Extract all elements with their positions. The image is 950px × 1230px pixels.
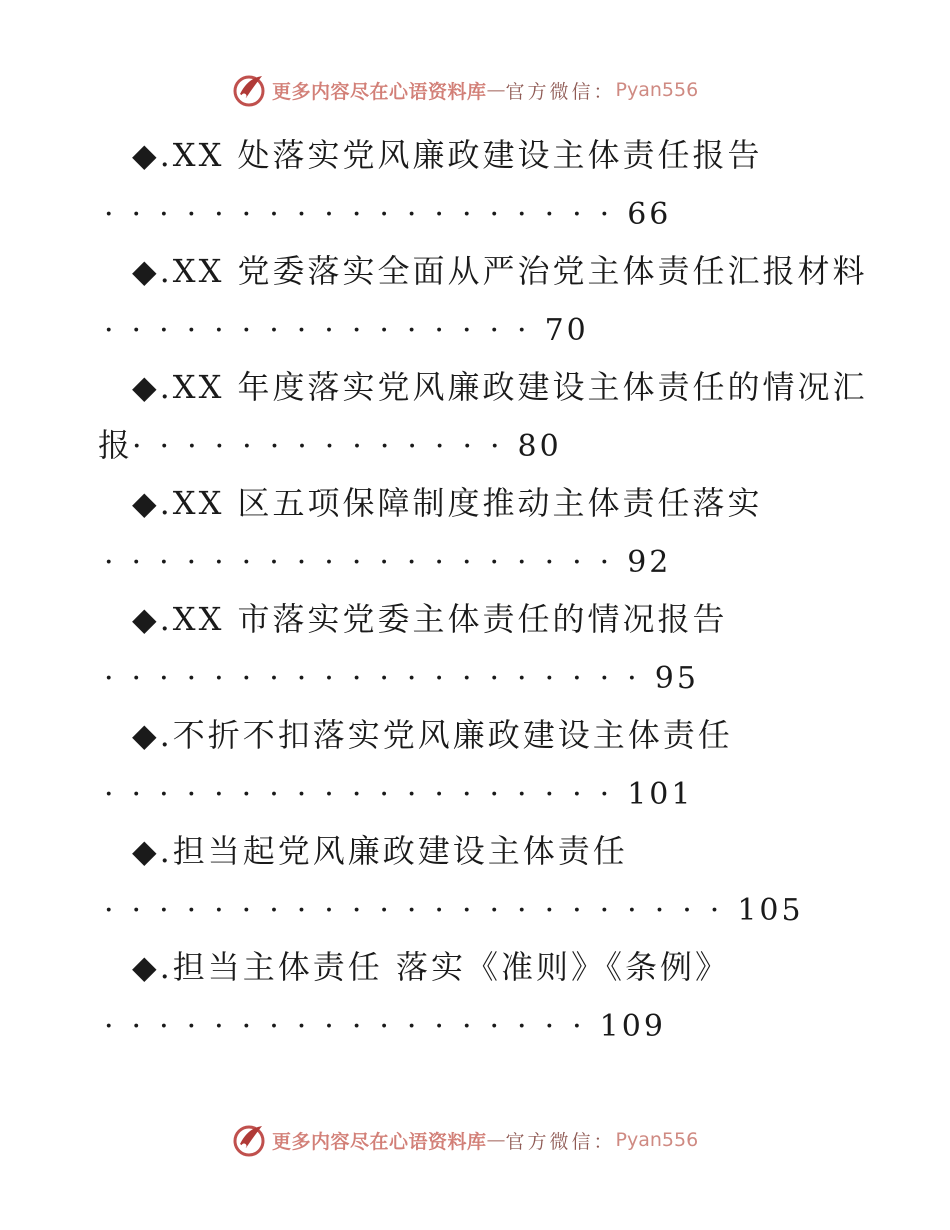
toc-entry-leader xyxy=(104,300,589,358)
toc-entry[interactable] xyxy=(0,126,950,242)
toc-entry-page-number: 95 xyxy=(654,661,699,696)
toc-entry-leader xyxy=(104,184,671,242)
toc-entry-page-number: 101 xyxy=(627,777,694,812)
toc-entry-leader xyxy=(104,648,699,706)
toc-entry-leader xyxy=(98,416,562,474)
toc-entry-title: ◆.担当主体责任 落实《准则》《条例》 xyxy=(132,948,730,986)
toc-entry-dots: ······················· xyxy=(104,893,738,928)
watermark-official-label: 官方微信： xyxy=(505,80,616,103)
header-watermark xyxy=(232,70,698,110)
toc-entry-dots: ···················· xyxy=(104,661,655,696)
toc-entry-title: ◆.XX 年度落实党风廉政建设主体责任的情况汇 xyxy=(132,368,868,406)
brand-logo-icon xyxy=(232,72,268,108)
watermark-separator: — xyxy=(486,79,506,101)
brand-logo-icon xyxy=(232,1122,268,1158)
toc-entry-dots: ··················· xyxy=(104,197,628,232)
toc-entry-dots: ·················· xyxy=(104,1009,600,1044)
table-of-contents xyxy=(0,126,950,1054)
toc-entry-dots: ·············· xyxy=(132,429,518,464)
toc-entry-page-number: 109 xyxy=(599,1009,666,1044)
watermark-official-label: 官方微信： xyxy=(505,1130,616,1153)
toc-entry-page-number: 66 xyxy=(627,197,672,232)
toc-entry[interactable] xyxy=(0,474,950,590)
toc-entry-dots: ··················· xyxy=(104,777,628,812)
toc-entry[interactable] xyxy=(0,822,950,938)
watermark-wechat-id: Pyan556 xyxy=(615,1129,699,1151)
toc-entry-page-number: 70 xyxy=(544,313,589,348)
toc-entry-title: ◆.担当起党风廉政建设主体责任 xyxy=(132,832,628,870)
toc-entry-title: ◆.XX 区五项保障制度推动主体责任落实 xyxy=(132,484,763,522)
watermark-brand: 更多内容尽在心语资料库 xyxy=(272,80,487,103)
footer-watermark xyxy=(232,1120,698,1160)
watermark-separator: — xyxy=(486,1129,506,1151)
toc-entry-dots: ················ xyxy=(104,313,545,348)
watermark-wechat-id: Pyan556 xyxy=(615,79,699,101)
toc-entry-leader xyxy=(104,532,671,590)
toc-entry-title: ◆.XX 市落实党委主体责任的情况报告 xyxy=(132,600,728,638)
toc-entry-wrap-prefix: 报 xyxy=(98,426,133,464)
toc-entry-page-number: 105 xyxy=(737,893,804,928)
watermark-brand: 更多内容尽在心语资料库 xyxy=(272,1130,487,1153)
toc-entry-title: ◆.XX 处落实党风廉政建设主体责任报告 xyxy=(132,136,763,174)
toc-entry-leader xyxy=(104,764,693,822)
toc-entry-page-number: 80 xyxy=(517,429,562,464)
toc-entry[interactable] xyxy=(0,358,950,474)
toc-entry-page-number: 92 xyxy=(627,545,672,580)
toc-entry-dots: ··················· xyxy=(104,545,628,580)
toc-entry-title: ◆.不折不扣落实党风廉政建设主体责任 xyxy=(132,716,733,754)
toc-entry-leader xyxy=(104,880,804,938)
toc-entry-title: ◆.XX 党委落实全面从严治党主体责任汇报材料 xyxy=(132,252,868,290)
toc-entry[interactable] xyxy=(0,938,950,1054)
toc-entry[interactable] xyxy=(0,590,950,706)
toc-entry-leader xyxy=(104,996,666,1054)
toc-entry[interactable] xyxy=(0,242,950,358)
toc-entry[interactable] xyxy=(0,706,950,822)
